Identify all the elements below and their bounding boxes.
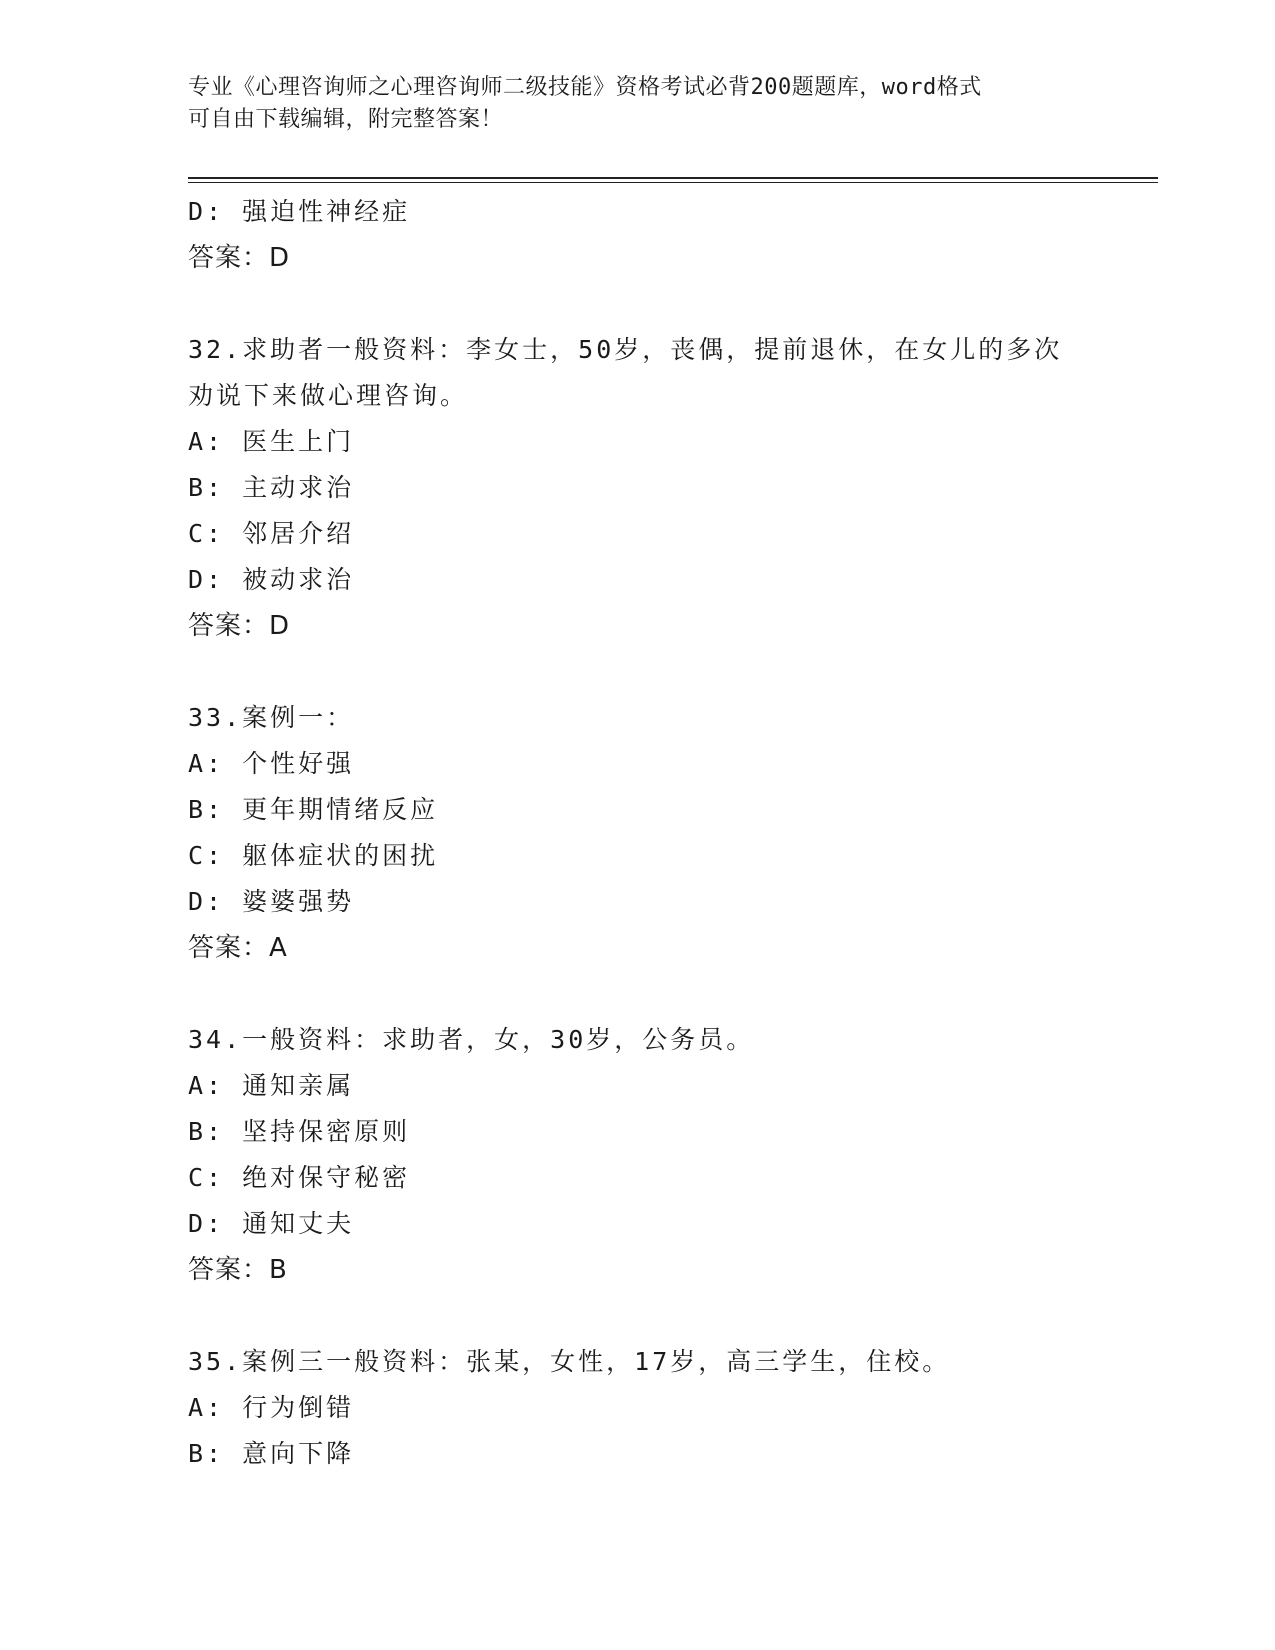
spacer — [188, 971, 1128, 1017]
header-line-1: 专业《心理咨询师之心理咨询师二级技能》资格考试必背200题题库，word格式 — [188, 75, 982, 100]
option-a: A: 通知亲属 — [188, 1071, 355, 1100]
header-rule-thin — [188, 182, 1158, 183]
answer-line: 答案：B — [188, 1255, 288, 1285]
question-33 — [188, 695, 1128, 971]
question-stem-line: 34.一般资料：求助者，女，30岁，公务员。 — [188, 1025, 755, 1054]
option-a: A: 医生上门 — [188, 427, 355, 456]
spacer — [188, 1293, 1128, 1339]
option-c: C: 邻居介绍 — [188, 519, 355, 548]
option-b: B: 意向下降 — [188, 1439, 355, 1468]
option-d: D: 强迫性神经症 — [188, 197, 411, 226]
question-list — [188, 189, 1128, 1477]
question-34 — [188, 1017, 1128, 1293]
question-stem-line: 35.案例三一般资料：张某，女性，17岁，高三学生，住校。 — [188, 1347, 951, 1376]
option-d: D: 被动求治 — [188, 565, 355, 594]
answer-line: 答案：D — [188, 243, 291, 273]
option-b: B: 更年期情绪反应 — [188, 795, 439, 824]
option-b: B: 主动求治 — [188, 473, 355, 502]
question-32 — [188, 327, 1128, 649]
answer-line: 答案：D — [188, 611, 291, 641]
spacer — [188, 281, 1128, 327]
header-rule-thick — [188, 177, 1158, 179]
option-d: D: 通知丈夫 — [188, 1209, 355, 1238]
question-stem-line: 劝说下来做心理咨询。 — [188, 381, 469, 410]
question-stem-line: 33.案例一： — [188, 703, 355, 732]
answer-line: 答案：A — [188, 933, 288, 963]
question-35 — [188, 1339, 1128, 1477]
header-line-2: 可自由下载编辑，附完整答案！ — [188, 107, 504, 132]
option-c: C: 躯体症状的困扰 — [188, 841, 439, 870]
option-b: B: 坚持保密原则 — [188, 1117, 411, 1146]
question-stem-line: 32.求助者一般资料：李女士，50岁，丧偶，提前退休，在女儿的多次 — [188, 335, 1063, 364]
option-c: C: 绝对保守秘密 — [188, 1163, 411, 1192]
spacer — [188, 649, 1128, 695]
option-a: A: 个性好强 — [188, 749, 355, 778]
option-a: A: 行为倒错 — [188, 1393, 355, 1422]
option-d: D: 婆婆强势 — [188, 887, 355, 916]
document-header — [188, 72, 1088, 136]
